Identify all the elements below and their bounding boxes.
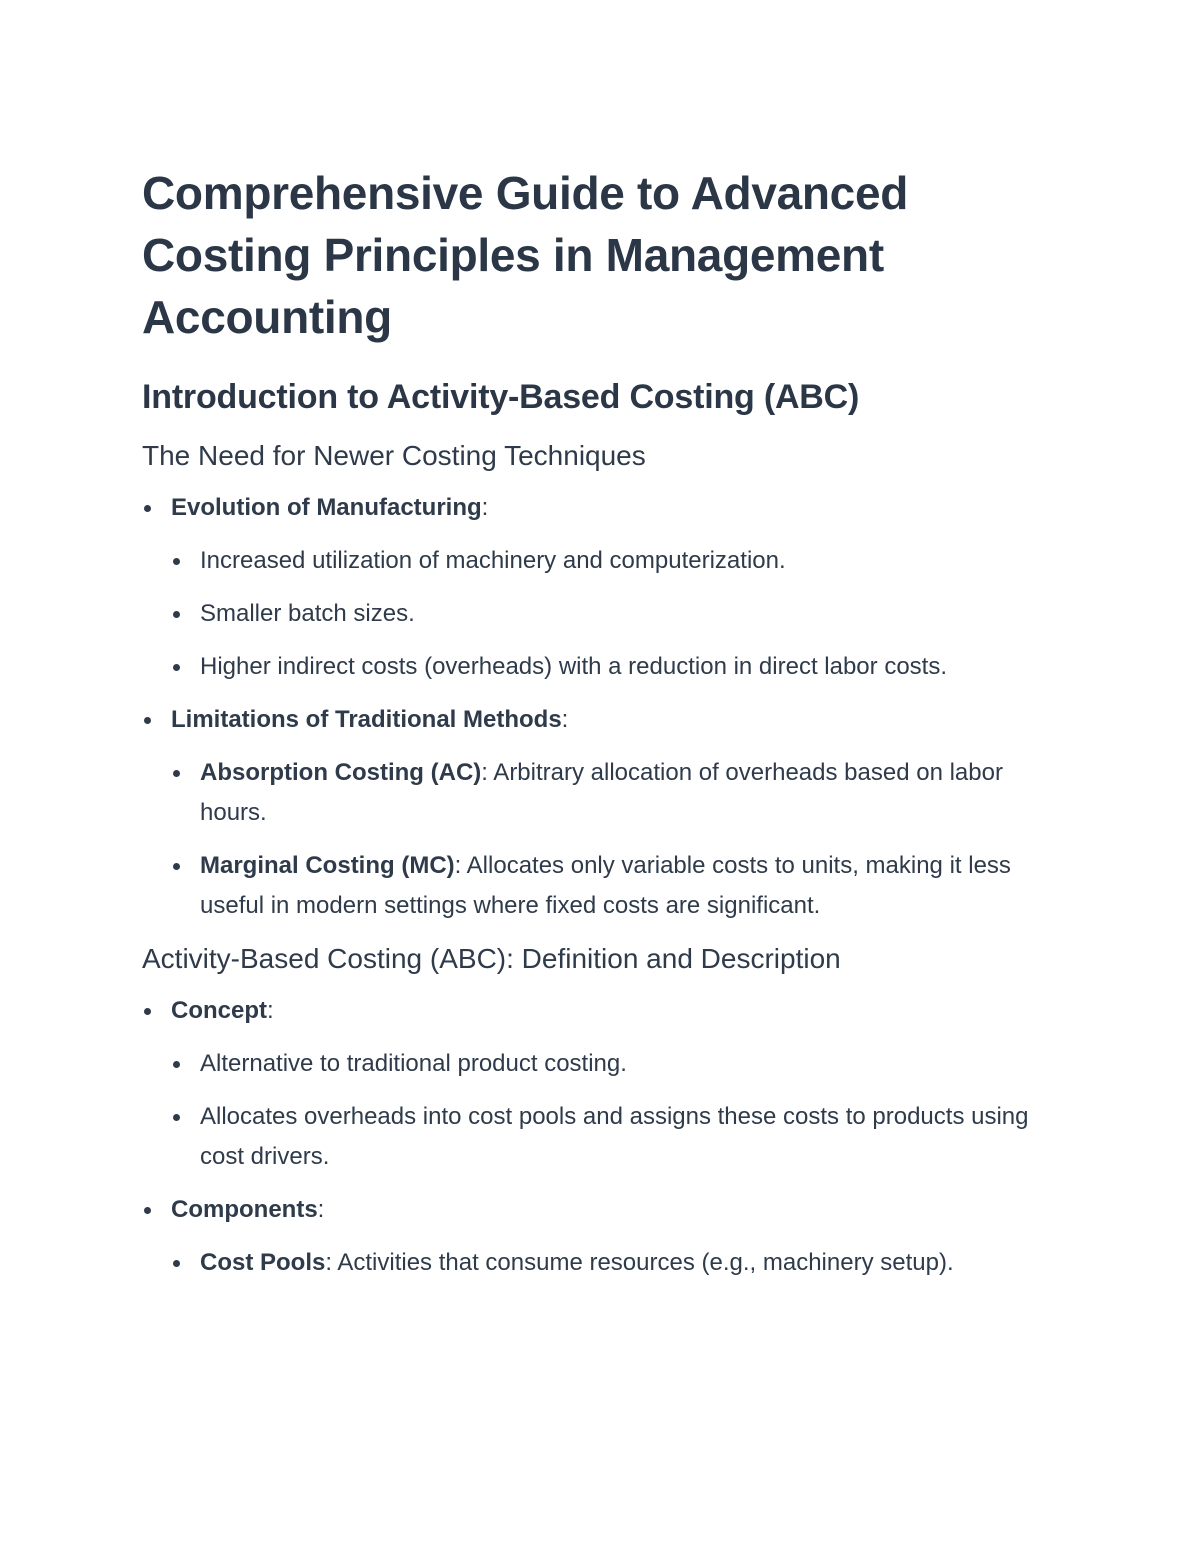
item-text: Smaller batch sizes. (200, 600, 415, 627)
item-label: Evolution of Manufacturing (171, 494, 482, 521)
subsection-heading: The Need for Newer Costing Techniques (142, 440, 646, 471)
bullet-icon (173, 770, 180, 777)
bullet-icon (173, 1114, 180, 1121)
list-item (171, 647, 1072, 687)
bullet-icon (144, 717, 151, 724)
sub-bullet-list (171, 1044, 1072, 1177)
list-item: Concept: Alternative to traditional product costing. Allocates overheads into cost pools and assigns these costs to products using cost drivers. (142, 991, 1072, 1177)
item-text: Allocates overheads into cost pools and assigns these costs to products using cost drivers. (200, 1103, 1029, 1170)
sub-bullet-list (171, 1243, 1072, 1283)
section-heading: Introduction to Activity-Based Costing (ABC) (142, 378, 860, 416)
document-page (142, 162, 1072, 1296)
list-item (171, 753, 1072, 833)
subsection-heading: Activity-Based Costing (ABC): Definition and Description (142, 943, 841, 974)
item-text: : Activities that consume resources (e.g., machinery setup). (325, 1249, 954, 1276)
bullet-list (142, 991, 1072, 1283)
bullet-list (142, 488, 1072, 926)
item-text: Higher indirect costs (overheads) with a reduction in direct labor costs. (200, 653, 947, 680)
bullet-icon (173, 558, 180, 565)
item-label: Components (171, 1196, 318, 1223)
sub-bullet-list (171, 753, 1072, 926)
list-item (171, 1044, 1072, 1084)
list-item (171, 541, 1072, 581)
document-title: Comprehensive Guide to Advanced Costing Principles in Management Accounting (142, 167, 909, 343)
item-text: Alternative to traditional product costing. (200, 1050, 627, 1077)
list-item (171, 1243, 1072, 1283)
sub-bullet-list (171, 541, 1072, 687)
list-item: Limitations of Traditional Methods: Absorption Costing (AC): Arbitrary allocation of overheads based on labor hours. Marginal Costing (MC): Allocates only variable costs to units, making it less useful in modern settings where fixed costs are significant. (142, 700, 1072, 926)
list-item: Evolution of Manufacturing: Increased utilization of machinery and computerization. Smaller batch sizes. Higher indirect costs (overheads) with a reduction in direct labor costs. (142, 488, 1072, 687)
list-item: Components: Cost Pools: Activities that consume resources (e.g., machinery setup). (142, 1190, 1072, 1283)
bullet-icon (173, 1260, 180, 1267)
bullet-icon (173, 1061, 180, 1068)
item-text: : Allocates only variable costs to units, making it less useful in modern settings where fixed costs are significant. (200, 852, 1011, 919)
bullet-icon (173, 664, 180, 671)
list-item (171, 1097, 1072, 1177)
list-item (171, 846, 1072, 926)
item-label: Concept (171, 997, 267, 1024)
bullet-icon (144, 1207, 151, 1214)
bullet-icon (173, 863, 180, 870)
item-label: Cost Pools (200, 1249, 326, 1276)
list-item (171, 594, 1072, 634)
item-text: Increased utilization of machinery and computerization. (200, 547, 786, 574)
item-label: Marginal Costing (MC) (200, 852, 455, 879)
item-label: Limitations of Traditional Methods (171, 706, 562, 733)
item-label: Absorption Costing (AC) (200, 759, 482, 786)
bullet-icon (173, 611, 180, 618)
bullet-icon (144, 1008, 151, 1015)
bullet-icon (144, 505, 151, 512)
item-text: : Arbitrary allocation of overheads based on labor hours. (200, 759, 1003, 826)
